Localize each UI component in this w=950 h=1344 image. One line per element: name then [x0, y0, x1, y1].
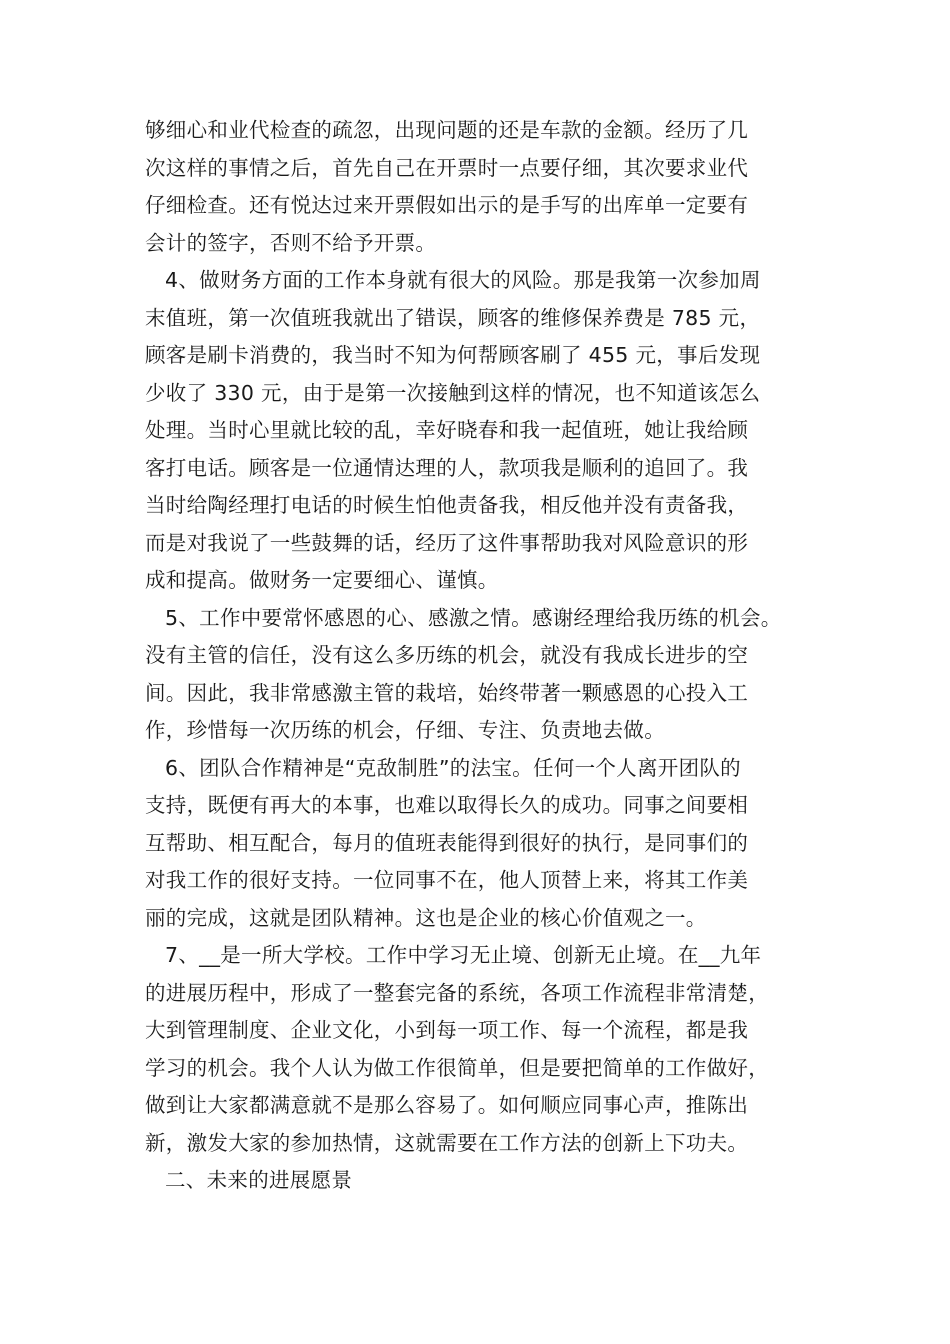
text-line: 客打电话。顾客是一位通情达理的人，款项我是顺利的追回了。我 [145, 455, 749, 480]
text-line: 没有主管的信任，没有这么多历练的机会，就没有我成长进步的空 [145, 643, 749, 667]
text-line: 次这样的事情之后，首先自己在开票时一点要仔细，其次要求业代 [145, 155, 749, 180]
body-text [145, 112, 825, 1200]
text-line: 大到管理制度、企业文化，小到每一项工作、每一个流程，都是我 [145, 1018, 749, 1042]
text-line: 顾客是刷卡消费的，我当时不知为何帮顾客刷了 455 元，事后发现 [145, 343, 761, 367]
text-line: 处理。当时心里就比较的乱，幸好晓春和我一起值班，她让我给顾 [145, 418, 749, 442]
text-line: 对我工作的很好支持。一位同事不在，他人顶替上来，将其工作美 [145, 868, 749, 892]
text-line: 二、未来的进展愿景 [165, 1168, 353, 1192]
text-line: 当时给陶经理打电话的时候生怕他责备我，相反他并没有责备我， [145, 493, 749, 517]
text-line: 互帮助、相互配合，每月的值班表能得到很好的执行，是同事们的 [145, 830, 749, 855]
text-line: 学习的机会。我个人认为做工作很简单，但是要把简单的工作做好， [145, 1055, 769, 1080]
text-line: 仔细检查。还有悦达过来开票假如出示的是手写的出库单一定要有 [145, 193, 749, 217]
text-line: 作，珍惜每一次历练的机会，仔细、专注、负责地去做。 [145, 718, 665, 742]
text-line: 新，激发大家的参加热情，这就需要在工作方法的创新上下功夫。 [145, 1130, 749, 1155]
text-line: 会计的签字，否则不给予开票。 [145, 230, 437, 255]
text-line: 6、团队合作精神是“克敌制胜”的法宝。任何一个人离开团队的 [165, 755, 741, 780]
text-line: 而是对我说了一些鼓舞的话，经历了这件事帮助我对风险意识的形 [145, 530, 749, 555]
text-line: 做到让大家都满意就不是那么容易了。如何顺应同事心声，推陈出 [145, 1093, 749, 1117]
text-line: 间。因此，我非常感激主管的栽培，始终带著一颗感恩的心投入工 [145, 680, 749, 705]
text-line: 丽的完成，这就是团队精神。这也是企业的核心价值观之一。 [145, 905, 707, 930]
text-line: 7、__是一所大学校。工作中学习无止境、创新无止境。在__九年 [165, 943, 762, 967]
text-line: 4、做财务方面的工作本身就有很大的风险。那是我第一次参加周 [165, 268, 761, 292]
text-line: 成和提高。做财务一定要细心、谨慎。 [145, 568, 499, 592]
text-line: 少收了 330 元，由于是第一次接触到这样的情况，也不知道该怎么 [145, 380, 761, 405]
text-line: 够细心和业代检查的疏忽，出现问题的还是车款的金额。经历了几 [145, 118, 749, 142]
text-line: 末值班，第一次值班我就出了错误，顾客的维修保养费是 785 元， [145, 305, 761, 330]
text-line: 支持，既便有再大的本事，也难以取得长久的成功。同事之间要相 [145, 793, 749, 817]
text-line: 5、工作中要常怀感恩的心、感激之情。感谢经理给我历练的机会。 [165, 605, 782, 630]
text-line: 的进展历程中，形成了一整套完备的系统，各项工作流程非常清楚， [145, 980, 769, 1005]
